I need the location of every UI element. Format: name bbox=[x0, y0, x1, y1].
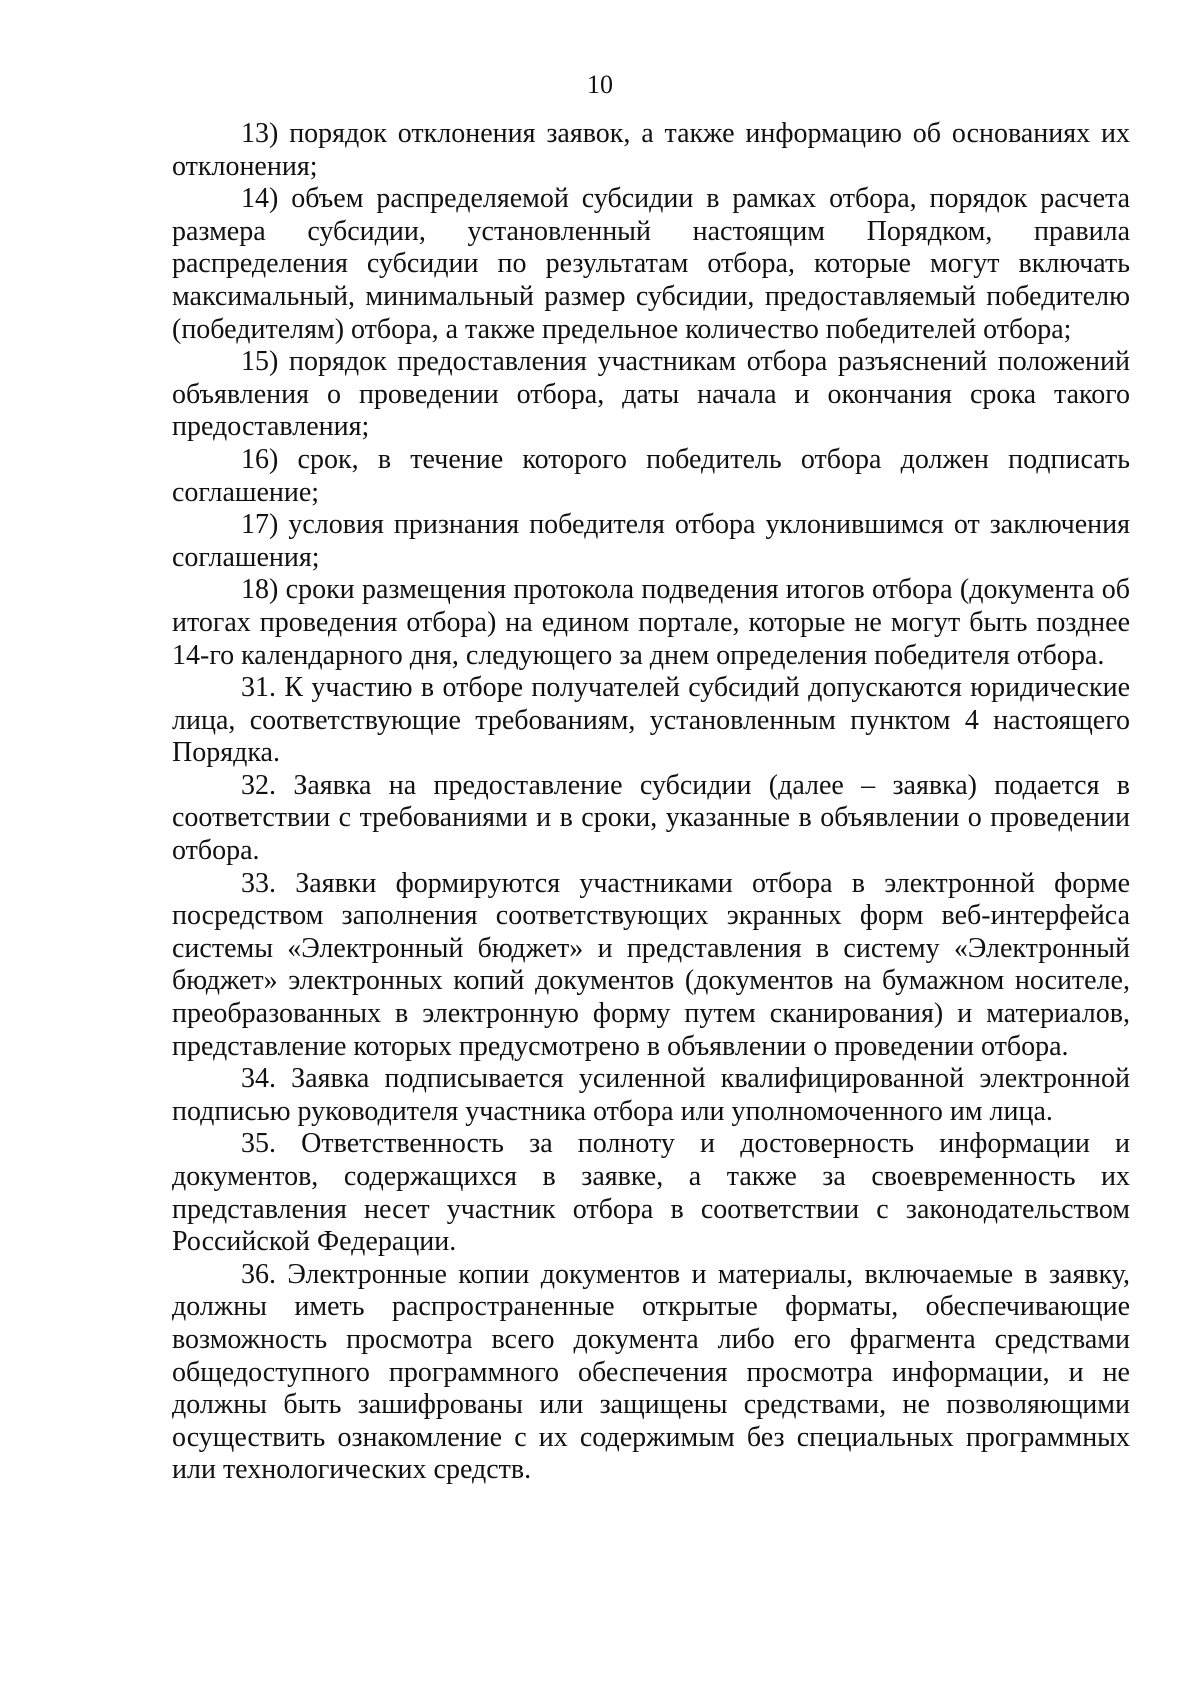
paragraph-item-15: 15) порядок предоставления участникам отбора разъяснений положений объявления о проведении отбора, даты начала и окончания срока такого предоставления; bbox=[172, 346, 1130, 443]
page-number: 10 bbox=[587, 70, 613, 99]
paragraph-item-16: 16) срок, в течение которого победитель отбора должен подписать соглашение; bbox=[172, 443, 1130, 508]
paragraph-item-17: 17) условия признания победителя отбора уклонившимся от заключения соглашения; bbox=[172, 509, 1130, 573]
paragraph-clause-35: 35. Ответственность за полноту и достоверность информации и документов, содержащихся в заявке, а также за своевременность их представления несет участник отбора в соответствии с законодательством Российской Федерации. bbox=[172, 1128, 1130, 1258]
paragraph-clause-31: 31. К участию в отборе получателей субсидий допускаются юридические лица, соответствующие требованиям, установленным пунктом 4 настоящего Порядка. bbox=[172, 672, 1130, 769]
paragraph-item-14: 14) объем распределяемой субсидии в рамках отбора, порядок расчета размера субсидии, установленный настоящим Порядком, правила распределения субсидии по результатам отбора, которые могут включать максимальный, минимальный размер субсидии, предоставляемый победителю (победителям) отбора, а также предельное количество победителей отбора; bbox=[172, 183, 1130, 345]
paragraph-clause-33: 33. Заявки формируются участниками отбора в электронной форме посредством заполнения соответствующих экранных форм веб-интерфейса системы «Электронный бюджет» и представления в систему «Электронный бюджет» электронных копий документов (документов на бумажном носителе, преобразованных в электронную форму путем сканирования) и материалов, представление которых предусмотрено в объявлении о проведении отбора. bbox=[172, 867, 1130, 1062]
paragraph-item-18: 18) сроки размещения протокола подведения итогов отбора (документа об итогах проведения отбора) на едином портале, которые не могут быть позднее 14-го календарного дня, следующего за днем определения победителя отбора. bbox=[172, 574, 1130, 671]
paragraph-clause-36: 36. Электронные копии документов и материалы, включаемые в заявку, должны иметь распространенные открытые форматы, обеспечивающие возможность просмотра всего документа либо его фрагмента средствами общедоступного программного обеспечения просмотра информации, и не должны быть зашифрованы или защищены средствами, не позволяющими осуществить ознакомление с их содержимым без специальных программных или технологических средств. bbox=[172, 1258, 1130, 1486]
paragraph-item-13: 13) порядок отклонения заявок, а также информацию об основаниях их отклонения; bbox=[172, 118, 1130, 182]
paragraph-clause-34: 34. Заявка подписывается усиленной квалифицированной электронной подписью руководителя участника отбора или уполномоченного им лица. bbox=[172, 1063, 1130, 1127]
document-body bbox=[172, 118, 1130, 1487]
paragraph-clause-32: 32. Заявка на предоставление субсидии (далее – заявка) подается в соответствии с требованиями и в сроки, указанные в объявлении о проведении отбора. bbox=[172, 769, 1130, 867]
